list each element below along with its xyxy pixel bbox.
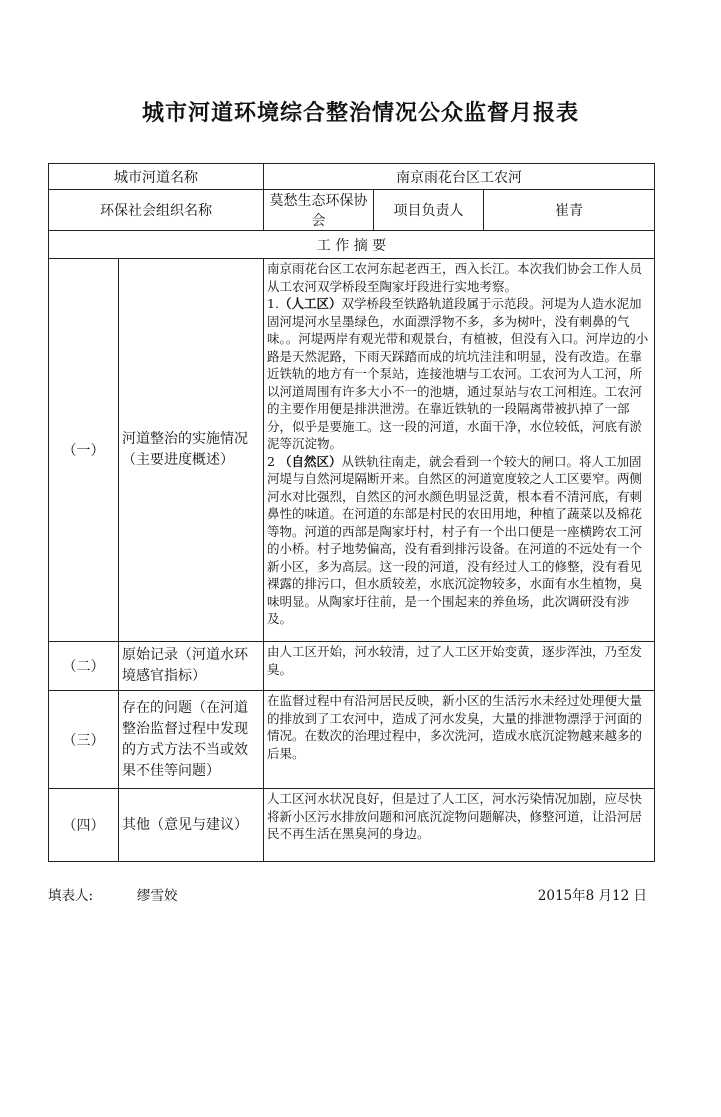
section-2-label: 原始记录（河道水环境感官指标） xyxy=(119,642,264,691)
artificial-zone-heading: （人工区） xyxy=(278,296,342,311)
section-2-row xyxy=(49,642,655,691)
section-2-number: （二） xyxy=(49,642,119,691)
section-2-content: 由人工区开始，河水较清，过了人工区开始变黄，逐步浑浊，乃至发臭。 xyxy=(264,642,655,691)
section-3-number: （三） xyxy=(49,691,119,789)
summary-label: 工 作 摘 要 xyxy=(49,231,655,259)
page-title: 城市河道环境综合整治情况公众监督月报表 xyxy=(141,101,579,126)
p2-prefix: 2 xyxy=(267,453,279,469)
section-1-row xyxy=(49,259,655,642)
section-4-content: 人工区河水状况良好，但是过了人工区，河水污染情况加剧，应尽快将新小区污水排放问题和河底沉淀物问题解决，修整河道，让沿河居民不再生活在黑臭河的身边。 xyxy=(264,789,655,862)
section-3-row xyxy=(49,691,655,789)
section-3-content: 在监督过程中有沿河居民反映，新小区的生活污水未经过处理便大量的排放到了工农河中，造成了河水发臭，大量的排泄物漂浮于河面的情况。在数次的治理过程中，多次洗河，造成水底沉淀物越来越多的后果。 xyxy=(264,691,655,789)
section-1-number: （一） xyxy=(49,259,119,642)
report-table xyxy=(48,163,655,862)
p1-text: 双学桥段至铁路轨道段属于示范段。河堤为人造水泥加固河堤河水呈墨绿色，水面漂浮物不多，多为树叶，没有刺鼻的气味。。河堤两岸有观光带和观景台，有植被，但没有入口。河岸边的小路是天然泥路，下雨天踩踏而成的坑坑洼洼和明显，没有改造。在靠近铁轨的地方有一个泵站，连接池塘与工农河。工农河为人工河，所以河道周围有许多大小不一的池塘，通过泵站与农工河相连。工农河的主要作用便是排洪泄涝。在靠近铁轨的一段隔离带被扒掉了一部分，似乎是要施工。这一段的河道，水面干净，水位较低，河底有淤泥等沉淀物。 xyxy=(267,296,649,451)
section-1-content xyxy=(264,259,655,642)
section-1-label: 河道整治的实施情况（主要进度概述） xyxy=(119,259,264,642)
org-value: 莫愁生态环保协会 xyxy=(264,190,374,231)
leader-label: 项目负责人 xyxy=(374,190,484,231)
river-name-value: 南京雨花台区工农河 xyxy=(264,164,655,190)
leader-value: 崔青 xyxy=(484,190,655,231)
org-row xyxy=(49,190,655,231)
filler-label: 填表人: xyxy=(48,888,94,904)
river-name-row xyxy=(49,164,655,190)
org-label: 环保社会组织名称 xyxy=(49,190,264,231)
river-name-label: 城市河道名称 xyxy=(49,164,264,190)
section-4-number: （四） xyxy=(49,789,119,862)
section-1-intro: 南京雨花台区工农河东起老西王，西入长江。本次我们协会工作人员从工农河双学桥段至陶家圩段进行实地考察。 xyxy=(267,261,643,294)
section-4-row xyxy=(49,789,655,862)
natural-zone-heading: （自然区） xyxy=(278,453,342,469)
section-1-paragraph-1 xyxy=(267,295,651,453)
p2-text: 从铁轨往南走，就会看到一个较大的闸口。将人工加固河堤与自然河堤隔断开来。自然区的河道宽度较之人工区要窄。两侧河水对比强烈，自然区的河水颜色明显泛黄，根本看不清河底，有刺鼻性的味道。在河道的东部是村民的农田用地，种植了蔬菜以及棉花等物。河道的西部是陶家圩村，村子有一个出口便是一座横跨农工河的小桥。村子地势偏高，没有看到排污设备。在河道的不远处有一个新小区，多为高层。这一段的河道，没有经过人工的修整，没有看见裸露的排污口，但水质较差，水底沉淀物较多，水面有水生植物，臭味明显。从陶家圩往前，是一个围起来的养鱼场，此次调研没有涉及。 xyxy=(267,453,643,626)
fill-date: 2015年8 月12 日 xyxy=(537,888,647,904)
section-4-label: 其他（意见与建议） xyxy=(119,789,264,862)
p1-prefix: 1. xyxy=(267,296,279,311)
summary-row xyxy=(49,231,655,259)
filler-name: 缪雪姣 xyxy=(137,888,178,904)
section-1-paragraph-2 xyxy=(267,453,651,628)
section-3-label: 存在的问题（在河道整治监督过程中发现的方式方法不当或效果不佳等问题） xyxy=(119,691,264,789)
